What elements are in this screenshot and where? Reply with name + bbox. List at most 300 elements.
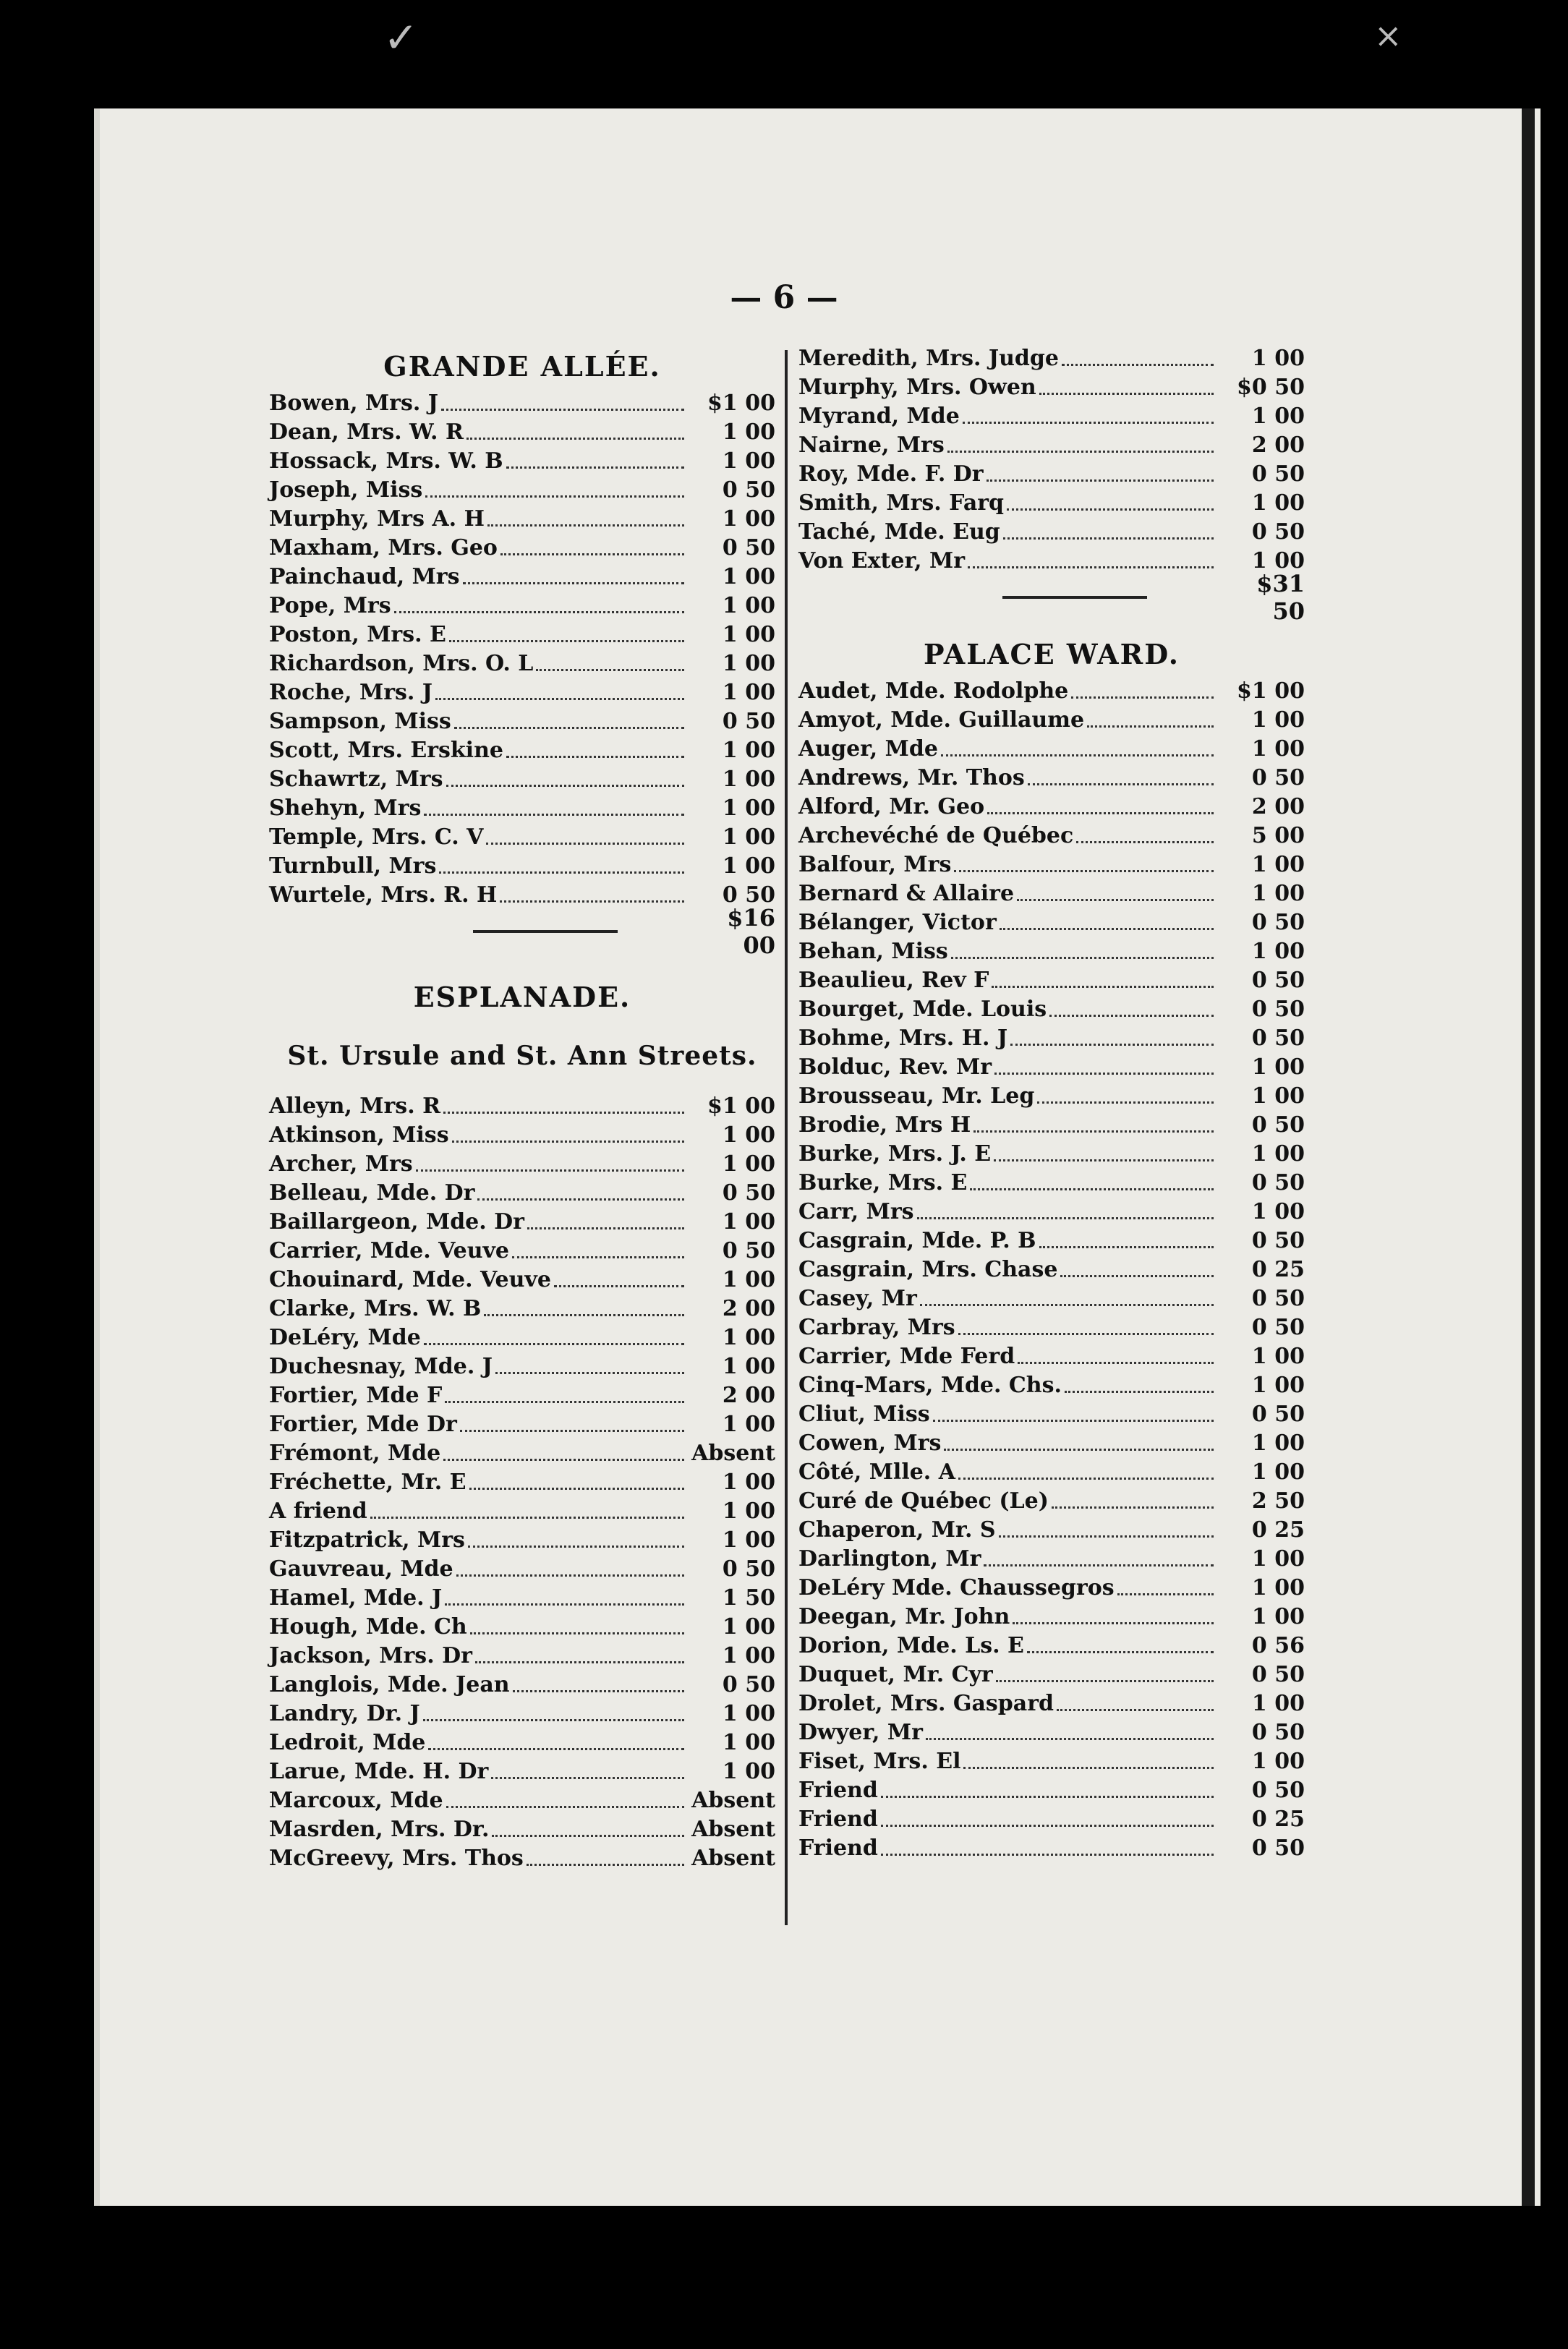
donor-name: Jackson, Mrs. Dr [269,1643,472,1668]
donor-name: Shehyn, Mrs [269,796,422,821]
donor-name: Amyot, Mde. Guillaume [798,707,1085,733]
list-item [798,1487,1305,1516]
donor-name: Hough, Mde. Ch [269,1614,467,1640]
list-item [798,1082,1305,1111]
donor-name: Drolet, Mrs. Gaspard [798,1691,1054,1716]
donation-amount: 0 50 [722,477,775,503]
donor-name: A friend [269,1498,367,1524]
leader-dots [486,831,684,845]
list-item [269,1671,775,1700]
donor-name: Frémont, Mde [269,1441,441,1466]
donation-amount: 1 00 [722,651,775,676]
donation-amount: 1 00 [1251,1546,1305,1572]
donation-amount: 0 50 [1251,1112,1305,1138]
leader-dots [1076,830,1214,843]
leader-dots [466,426,684,440]
donor-name: Dwyer, Mr [798,1720,923,1745]
donation-amount: 1 00 [722,1325,775,1350]
donation-amount: 1 00 [722,738,775,763]
donation-amount: 1 00 [1251,736,1305,762]
donor-name: Bernard & Allaire [798,881,1015,906]
leader-dots [513,1679,684,1692]
list-item [798,677,1305,706]
list-item [798,1024,1305,1053]
donor-name: Auger, Mde [798,736,938,762]
donation-amount: 1 00 [722,853,775,879]
leader-dots [954,858,1214,872]
donor-name: Fréchette, Mr. E [269,1470,466,1495]
list-item [269,1584,775,1613]
donation-amount: 0 50 [722,709,775,734]
donation-amount: 1 00 [722,1209,775,1235]
list-item [798,793,1305,822]
leader-dots [370,1505,684,1519]
donor-name: Gauvreau, Mde [269,1556,453,1582]
list-item [798,1545,1305,1574]
leader-dots [527,1852,684,1866]
list-item [269,1352,775,1381]
list-item [798,1805,1305,1834]
leader-dots [484,1303,684,1316]
donation-amount: 0 50 [1251,968,1305,993]
list-item [269,1150,775,1179]
leader-dots [424,802,684,816]
donor-name: Balfour, Mrs [798,852,952,877]
donor-name: Marcoux, Mde [269,1788,443,1813]
leader-dots [394,600,684,613]
list-item [798,1747,1305,1776]
donor-name: Hossack, Mrs. W. B [269,448,503,474]
donation-amount: 1 00 [722,1701,775,1726]
donation-amount: 1 00 [1251,1604,1305,1629]
donation-amount: 1 00 [1251,1054,1305,1080]
donor-name: Andrews, Mr. Thos [798,765,1025,790]
donation-amount: 1 00 [1251,1575,1305,1600]
check-mark-icon: ✓ [383,13,419,62]
list-item [798,1689,1305,1718]
donation-amount: 0 50 [1251,1836,1305,1861]
list-item [798,1834,1305,1863]
donor-name: Cinq-Mars, Mde. Chs. [798,1373,1062,1398]
leader-dots [963,410,1214,424]
donor-name: Chouinard, Mde. Veuve [269,1267,551,1292]
donation-amount: 1 00 [1251,1344,1305,1369]
donation-amount: $1 00 [707,391,775,416]
list-item [798,1140,1305,1169]
donation-amount: 1 00 [722,506,775,532]
list-item [269,1786,775,1815]
donation-amount: 1 00 [1251,1691,1305,1716]
donor-name: Landry, Dr. J [269,1701,420,1726]
list-item [269,1844,775,1873]
list-item [798,764,1305,793]
leader-dots [491,1765,684,1779]
donation-amount: 1 00 [1251,1459,1305,1485]
scan-artifact-icon: × [1374,16,1402,55]
donor-name: Casey, Mr [798,1286,917,1311]
donor-name: Turnbull, Mrs [269,853,437,879]
leader-dots [1052,1495,1214,1509]
leader-dots [441,397,684,411]
donation-amount: 0 25 [1251,1517,1305,1543]
leader-dots [963,1755,1214,1769]
donation-amount: 0 50 [1251,519,1305,545]
section-total [798,570,1305,625]
leader-dots [1039,381,1214,395]
leader-dots [1017,887,1214,901]
list-item [798,937,1305,966]
list-item [798,1429,1305,1458]
leader-dots [554,1274,684,1287]
leader-dots [477,1187,684,1201]
donor-name: Atkinson, Miss [269,1122,449,1148]
donor-name: Casgrain, Mrs. Chase [798,1257,1058,1282]
list-item [269,1468,775,1497]
donation-amount: 2 00 [722,1383,775,1408]
leader-dots [1013,1611,1214,1624]
leader-dots [920,1292,1214,1306]
donation-amount: 0 50 [722,1180,775,1206]
donor-name: Côté, Mlle. A [798,1459,955,1485]
donation-amount: 1 00 [722,824,775,850]
donor-name: Archevéché de Québec [798,823,1074,848]
total-rule [1002,596,1147,599]
list-item [269,1700,775,1728]
leader-dots [454,715,684,729]
list-item [269,707,775,736]
list-item [798,1342,1305,1371]
list-item [269,447,775,476]
leader-dots [492,1823,684,1837]
leader-dots [506,455,684,469]
list-item [798,1371,1305,1400]
donation-amount: 0 50 [1251,997,1305,1022]
donor-name: Von Exter, Mr [798,548,966,574]
list-item [269,1295,775,1323]
donation-amount: Absent [691,1788,775,1813]
donation-amount: 1 00 [1251,881,1305,906]
donor-name: Murphy, Mrs A. H [269,506,485,532]
donation-amount: 1 00 [1251,346,1305,371]
donor-name: Cliut, Miss [798,1402,930,1427]
donor-name: Taché, Mde. Eug [798,519,1000,545]
donation-amount: 1 50 [722,1585,775,1611]
leader-dots [495,1360,684,1374]
donor-name: Beaulieu, Rev F [798,968,989,993]
donation-amount: Absent [691,1441,775,1466]
donor-name: Clarke, Mrs. W. B [269,1296,482,1321]
list-item [269,476,775,505]
donation-amount: 1 00 [722,1412,775,1437]
leader-dots [951,945,1214,959]
list-item [269,1237,775,1266]
donor-name: Roy, Mde. F. Dr [798,461,984,487]
leader-dots [1010,1032,1214,1046]
donor-name: Langlois, Mde. Jean [269,1672,510,1697]
donation-amount: 0 50 [1251,1026,1305,1051]
leader-dots [1027,1640,1214,1653]
list-item [798,431,1305,460]
donor-name: Murphy, Mrs. Owen [798,375,1036,400]
right-column [798,344,1305,1863]
leader-dots [500,542,684,555]
leader-dots [470,1621,684,1634]
leader-dots [1049,1003,1214,1017]
leader-dots [500,889,684,903]
donor-name: Fortier, Mde F [269,1383,443,1408]
donor-name: McGreevy, Mrs. Thos [269,1846,524,1871]
donation-amount: 1 00 [1251,548,1305,574]
leader-dots [1028,772,1214,785]
donation-amount: 2 00 [1251,794,1305,819]
leader-dots [446,773,685,787]
donation-amount: 0 50 [722,1238,775,1263]
donation-amount: 1 00 [722,1643,775,1668]
list-item [269,1815,775,1844]
leader-dots [449,628,684,642]
donor-name: Alleyn, Mrs. R [269,1094,441,1119]
donation-amount: 1 00 [1251,1373,1305,1398]
leader-dots [992,974,1214,988]
donation-amount: 1 00 [722,1354,775,1379]
donation-amount: 0 25 [1251,1257,1305,1282]
donation-amount: 0 50 [722,1672,775,1697]
donation-amount: $0 50 [1237,375,1305,400]
donation-amount: 1 00 [1251,1749,1305,1774]
donor-name: Sampson, Miss [269,709,451,734]
leader-dots [1018,1350,1214,1364]
list-item [269,1092,775,1121]
donor-name: Bolduc, Rev. Mr [798,1054,992,1080]
donation-amount: 2 00 [722,1296,775,1321]
donor-name: Scott, Mrs. Erskine [269,738,503,763]
list-item [269,1266,775,1295]
donation-amount: $1 00 [1237,678,1305,704]
leader-dots [428,1736,684,1750]
list-item [798,735,1305,764]
donor-name: Chaperon, Mr. S [798,1517,996,1543]
donation-amount: 0 50 [1251,1720,1305,1745]
section-total [269,904,775,959]
donation-amount: 1 00 [722,680,775,705]
donor-name: Carrier, Mde Ferd [798,1344,1015,1369]
list-item [269,563,775,592]
donation-amount: 1 00 [722,1470,775,1495]
donation-amount: 1 00 [722,1759,775,1784]
leader-dots [1057,1697,1214,1711]
donor-name: Meredith, Mrs. Judge [798,346,1059,371]
leader-dots [443,1447,684,1461]
donation-amount: 1 00 [1251,404,1305,429]
list-item [269,1613,775,1642]
list-item [798,1660,1305,1689]
list-item [798,995,1305,1024]
leader-dots [987,801,1214,814]
leader-dots [424,1331,684,1345]
leader-dots [881,1813,1214,1827]
leader-dots [445,1389,684,1403]
donation-amount: $1 00 [707,1094,775,1119]
donor-name: Myrand, Mde [798,404,960,429]
donor-name: Dorion, Mde. Ls. E [798,1633,1024,1658]
leader-dots [881,1784,1214,1798]
donor-name: Cowen, Mrs [798,1431,942,1456]
leader-dots [987,468,1214,482]
leader-dots [1000,916,1214,930]
donor-name: Dean, Mrs. W. R [269,419,464,445]
donation-amount: 1 00 [722,1498,775,1524]
leader-dots [970,1177,1214,1190]
column-divider [785,350,788,1925]
list-item [269,823,775,852]
donor-name: Archer, Mrs [269,1151,413,1177]
donor-name: Friend [798,1836,878,1861]
donor-name: Bourget, Mde. Louis [798,997,1047,1022]
leader-dots [1062,352,1214,366]
leader-dots [1087,714,1214,728]
donor-name: Wurtele, Mrs. R. H [269,882,498,908]
total-amount: $31 50 [1256,570,1305,625]
list-item [798,1632,1305,1660]
section-heading: ESPLANADE. [413,981,631,1013]
donor-name: Behan, Miss [798,939,948,964]
list-item [269,1555,775,1584]
list-item [269,418,775,447]
list-item [269,794,775,823]
donation-amount: 0 50 [1251,1170,1305,1195]
list-item [269,1526,775,1555]
donation-amount: 0 50 [1251,461,1305,487]
leader-dots [996,1668,1214,1682]
total-amount: $16 00 [727,904,775,959]
total-rule [473,930,618,933]
donor-name: Bélanger, Victor [798,910,997,935]
leader-dots [984,1553,1214,1566]
donor-name: Casgrain, Mde. P. B [798,1228,1036,1253]
donor-name: Bowen, Mrs. J [269,391,438,416]
donor-name: Deegan, Mr. John [798,1604,1010,1629]
list-item [269,1728,775,1757]
leader-dots [994,1061,1214,1075]
donor-name: Belleau, Mde. Dr [269,1180,475,1206]
donation-amount: 1 00 [722,767,775,792]
leader-dots [443,1100,684,1114]
donation-amount: 0 50 [1251,1315,1305,1340]
leader-dots [999,1524,1214,1538]
donation-amount: 0 50 [1251,1402,1305,1427]
donation-amount: 0 50 [1251,1228,1305,1253]
donation-amount: 0 50 [722,535,775,560]
list-item [798,1256,1305,1284]
leader-dots [1007,497,1214,511]
donor-name: Burke, Mrs. E [798,1170,968,1195]
leader-dots [527,1216,684,1229]
list-item [269,1381,775,1410]
leader-dots [536,657,684,671]
donor-name: Maxham, Mrs. Geo [269,535,498,560]
donation-amount: 0 25 [1251,1807,1305,1832]
leader-dots [958,1321,1214,1335]
donor-name: Temple, Mrs. C. V [269,824,484,850]
donor-name: Roche, Mrs. J [269,680,433,705]
donation-amount: 0 50 [1251,1286,1305,1311]
leader-dots [944,1437,1214,1451]
list-item [798,1169,1305,1198]
list-item [798,1718,1305,1747]
list-item [798,402,1305,431]
donor-name: DeLéry, Mde [269,1325,421,1350]
donation-amount: 1 00 [722,1267,775,1292]
section-subheading: St. Ursule and St. Ann Streets. [287,1041,757,1071]
list-item [269,736,775,765]
donation-amount: 1 00 [722,419,775,445]
donor-name: Pope, Mrs [269,593,391,618]
donation-amount: 1 00 [722,448,775,474]
list-item [798,966,1305,995]
donation-amount: 1 00 [722,796,775,821]
donation-amount: Absent [691,1817,775,1842]
list-item [798,1053,1305,1082]
leader-dots [881,1842,1214,1856]
leader-dots [1071,685,1214,699]
leader-dots [933,1408,1214,1422]
donation-amount: 0 50 [1251,910,1305,935]
list-item [269,1757,775,1786]
leader-dots [460,1418,684,1432]
donor-name: Richardson, Mrs. O. L [269,651,534,676]
list-item [798,1776,1305,1805]
donation-amount: 1 00 [722,1122,775,1148]
leader-dots [1065,1379,1214,1393]
leader-dots [1039,1235,1214,1248]
donor-name: Schawrtz, Mrs [269,767,443,792]
donor-name: Fitzpatrick, Mrs [269,1527,465,1553]
leader-dots [512,1245,684,1258]
donor-name: Duchesnay, Mde. J [269,1354,493,1379]
donation-amount: 1 00 [1251,1083,1305,1109]
list-item [269,534,775,563]
list-item [798,1313,1305,1342]
list-item [798,879,1305,908]
leader-dots [475,1650,684,1663]
donor-name: Alford, Mr. Geo [798,794,985,819]
section-heading: GRANDE ALLÉE. [383,350,661,383]
list-item [269,1497,775,1526]
leader-dots [423,1708,684,1721]
donor-name: Carr, Mrs [798,1199,914,1224]
list-item [798,1603,1305,1632]
donation-amount: 2 00 [1251,432,1305,458]
donor-name: Poston, Mrs. E [269,622,446,647]
list-item [798,1227,1305,1256]
donor-name: Fortier, Mde Dr [269,1412,457,1437]
leader-dots [973,1119,1214,1133]
donor-name: Burke, Mrs. J. E [798,1141,992,1167]
leader-dots [469,1476,684,1490]
donation-amount: 1 00 [722,1527,775,1553]
list-item [269,765,775,794]
leader-dots [468,1534,684,1548]
donation-amount: 0 50 [1251,765,1305,790]
donor-name: Darlington, Mr [798,1546,981,1572]
donor-name: Duquet, Mr. Cyr [798,1662,993,1687]
list-item [798,706,1305,735]
donation-amount: 1 00 [1251,1199,1305,1224]
donation-amount: 2 50 [1251,1488,1305,1514]
list-item [269,1439,775,1468]
leader-dots [958,1466,1214,1480]
list-item [798,1400,1305,1429]
